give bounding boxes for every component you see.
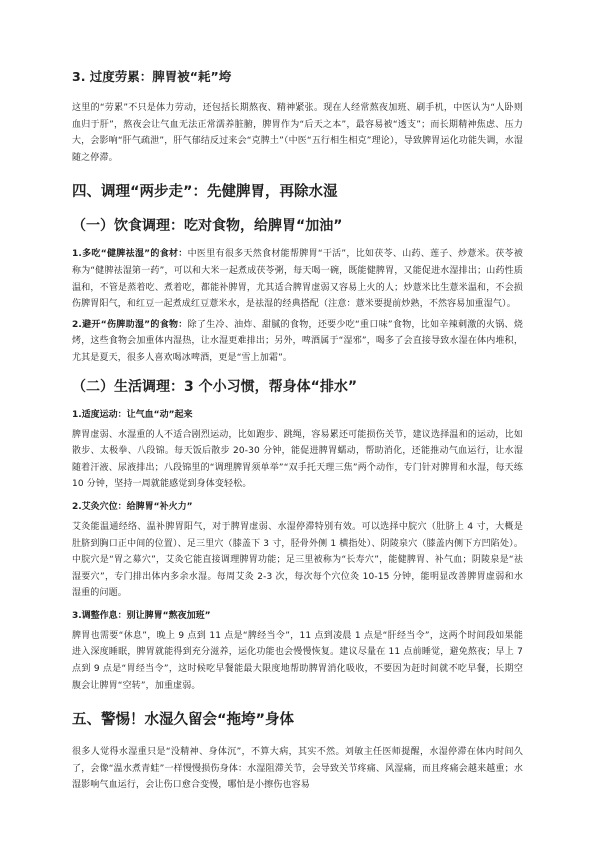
habit-2-heading: 2.艾灸穴位：给脾胃“补火力” — [72, 501, 193, 512]
habit-3-heading: 3.调整作息：别让脾胃“熬夜加班” — [72, 610, 211, 621]
section-5-paragraph: 很多人觉得水湿重只是“没精神、身体沉”，不算大病，其实不然。刘敏主任医师提醒，水湿停滞在体内时间久了，会像“温水煮青蛙”一样慢慢损伤身体：水湿阻滞关节，会导致关节疼痛、风湿痛，而且疼痛会越来越重；水湿影响气血运行，会让伤口愈合变慢，哪怕是小擦伤也容易 — [72, 747, 523, 791]
section-3-paragraph: 这里的“劳累”不只是体力劳动，还包括长期熬夜、精神紧张。现在人经常熬夜加班、刷手机，中医认为“人卧则血归于肝”，熬夜会让气血无法正常濡养脏腑，脾胃作为“后天之本”，最容易被“透支”；而长期精神焦虑、压力大，会影响“肝气疏泄”，肝气郁结反过来会“克脾土”（中医“五行相生相克”理论），导致脾胃运化功能失调，水湿随之停滞。 — [72, 103, 523, 163]
diet-item-2-text: 除了生冷、油炸、甜腻的食物，还要少吃“重口味”食物，比如辛辣刺激的火锅、烧烤，这些食物会加重体内湿热，让水湿更难排出；另外，啤酒属于“湿邪”，喝多了会直接导致水湿在体内堆积，尤其是夏天，很多人喜欢喝冰啤酒，更是“雪上加霜”。 — [72, 319, 523, 363]
section-4b-heading: （二）生活调理：3 个小习惯，帮身体“排水” — [72, 378, 358, 395]
habit-1-paragraph: 脾胃虚弱、水湿重的人不适合剧烈运动，比如跑步、跳绳，容易累还可能损伤关节，建议选择温和的运动，比如散步、太极拳、八段锦。每天饭后散步 20-30 分钟，能促进脾胃蠕动，帮助消化，还能推动气血运行，让水湿随着汗液、尿液排出；八段锦里的“调理脾胃须单举”“双手托天理三焦”两个动作，专门针对脾胃和水湿，每天练 10 分钟，坚持一周就能感觉到身体变轻松。 — [72, 429, 523, 490]
section-4-heading: 四、调理“两步走”：先健脾胃，再除水湿 — [72, 184, 338, 201]
section-5-heading: 五、警惕！水湿久留会“拖垮”身体 — [72, 712, 295, 729]
diet-item-1-text: 中医里有很多天然食材能帮脾胃“干活”，比如茯苓、山药、莲子、炒薏米。茯苓被称为“健脾祛湿第一药”，可以和大米一起煮成茯苓粥，每天喝一碗，既能健脾胃，又能促进水湿排出；山药性质温和，不管是蒸着吃、煮着吃，都能补脾胃，尤其适合脾胃虚弱又容易上火的人；炒薏米比生薏米温和，不会损伤脾胃阳气，和红豆一起煮成红豆薏米水，是祛湿的经典搭配（注意：薏米要提前炒熟，不然容易加重湿气）。 — [72, 249, 523, 310]
diet-item-1-label: 1.多吃“健脾祛湿”的食材： — [72, 249, 188, 260]
section-4a-heading: （一）饮食调理：吃对食物，给脾胃“加油” — [72, 218, 343, 235]
habit-1-heading: 1.适度运动：让气血“动”起来 — [72, 409, 193, 420]
diet-item-2 — [72, 317, 523, 367]
habit-3-paragraph: 脾胃也需要“休息”，晚上 9 点到 11 点是“脾经当令”，11 点到凌晨 1 点是“肝经当令”，这两个时间段如果能进入深度睡眠，脾胃就能得到充分滋养，运化功能也会慢慢恢复。建议尽量在 11 点前睡觉，避免熬夜；早上 7 点到 9 点是“胃经当令”，这时候吃早餐能最大限度地帮助脾胃消化吸收，不要因为赶时间就不吃早餐，长期空腹会让脾胃“空转”，加重虚弱。 — [72, 630, 523, 691]
diet-item-1 — [72, 246, 523, 312]
habit-2-paragraph: 艾灸能温通经络、温补脾胃阳气，对于脾胃虚弱、水湿停滞特别有效。可以选择中脘穴（肚脐上 4 寸，大概是肚脐到胸口正中间的位置）、足三里穴（膝盖下 3 寸，胫骨外侧 1 横指处）、阴陵泉穴（膝盖内侧下方凹陷处）。中脘穴是“胃之募穴”，艾灸它能直接调理脾胃功能；足三里被称为“长寿穴”，能健脾胃、补气血；阴陵泉是“祛湿要穴”，专门排出体内多余水湿。每周艾灸 2-3 次，每次每个穴位灸 10-15 分钟，能明显改善脾胃虚弱和水湿重的问题。 — [72, 521, 523, 599]
section-3-heading: 3. 过度劳累：脾胃被“耗”垮 — [72, 69, 232, 84]
diet-item-2-label: 2.避开“伤脾助湿”的食物： — [72, 319, 188, 330]
